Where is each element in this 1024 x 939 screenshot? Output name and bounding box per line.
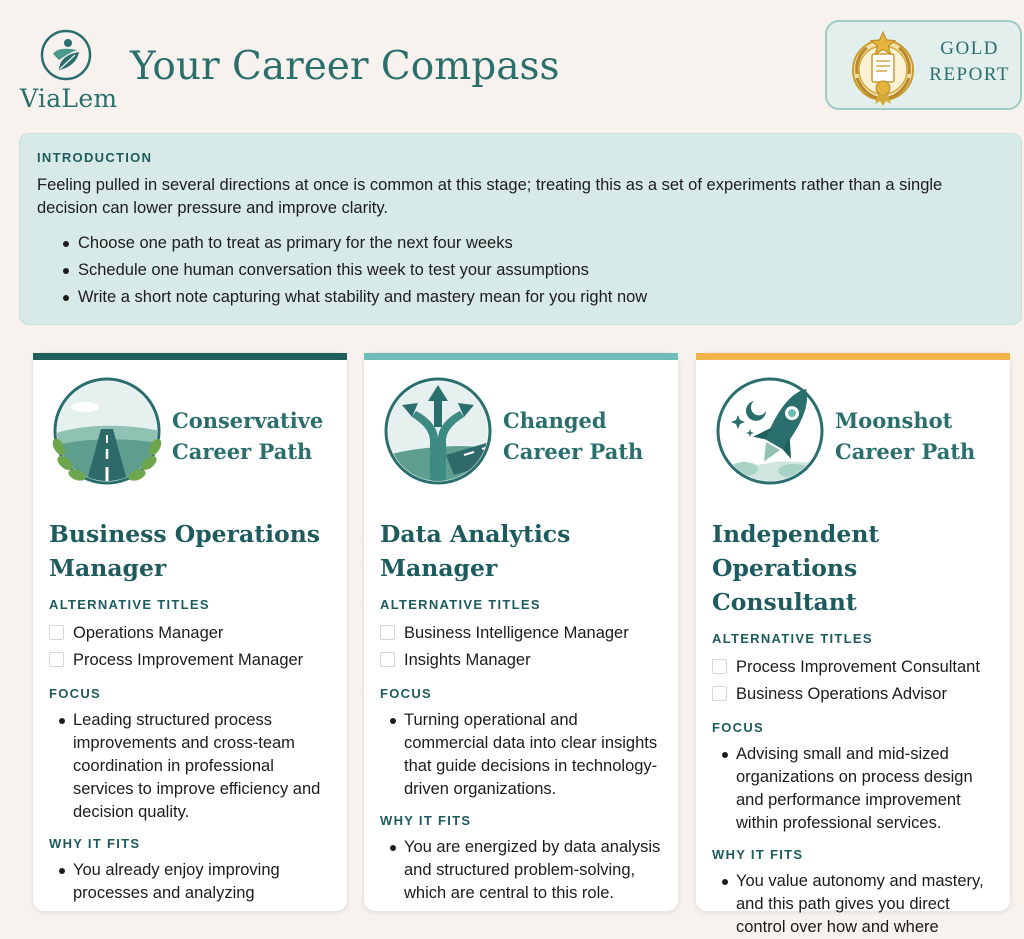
- gold-report-badge: [825, 20, 1022, 110]
- path-title-line-2: Career Path: [172, 439, 313, 464]
- alt-titles-list: [49, 620, 331, 674]
- path-title: [172, 405, 323, 467]
- introduction-label: INTRODUCTION: [37, 150, 153, 165]
- why-it-fits-label: WHY IT FITS: [49, 836, 141, 851]
- badge-text: [929, 36, 1010, 88]
- list-item: Leading structured process improvements and cross-team coordination in professional services to improve efficiency and decision quality.: [49, 709, 331, 824]
- brand-logo[interactable]: [20, 28, 118, 113]
- alt-title-item[interactable]: [712, 681, 994, 708]
- list-item: Choose one path to treat as primary for the next four weeks: [37, 230, 1004, 257]
- split-arrows-icon: [382, 377, 500, 495]
- list-item: Schedule one human conversation this week to test your assumptions: [37, 257, 1004, 284]
- moonshot-path-card: [695, 352, 1011, 936]
- focus-label: FOCUS: [49, 686, 101, 701]
- path-title-line-2: Career Path: [835, 439, 976, 464]
- list-item: You already enjoy improving processes and analyzing: [49, 859, 331, 905]
- card-header: [712, 377, 994, 517]
- alt-titles-label: ALTERNATIVE TITLES: [49, 597, 210, 612]
- list-item: Write a short note capturing what stability and mastery mean for you right now: [37, 284, 1004, 311]
- list-item: You are energized by data analysis and structured problem-solving, which are central to this role.: [380, 836, 662, 905]
- introduction-bullets: [37, 230, 1004, 311]
- why-it-fits-label: WHY IT FITS: [380, 813, 472, 828]
- alt-title-text: Operations Manager: [73, 624, 224, 642]
- alt-titles-list: [712, 654, 994, 708]
- alt-titles-label: ALTERNATIVE TITLES: [712, 631, 873, 646]
- why-it-fits-list: [49, 859, 331, 905]
- changed-path-card: [363, 352, 679, 912]
- badge-line-1: GOLD: [940, 38, 1000, 59]
- alt-title-item[interactable]: [380, 620, 662, 647]
- checkbox[interactable]: [712, 659, 727, 674]
- alt-title-text: Process Improvement Manager: [73, 651, 304, 669]
- alt-title-item[interactable]: [49, 647, 331, 674]
- checkbox[interactable]: [49, 625, 64, 640]
- checkbox[interactable]: [380, 652, 395, 667]
- checkbox[interactable]: [49, 652, 64, 667]
- list-item: Turning operational and commercial data into clear insights that guide decisions in technology-driven organizations.: [380, 709, 662, 801]
- introduction-panel: [19, 133, 1022, 325]
- focus-label: FOCUS: [712, 720, 764, 735]
- alt-title-item[interactable]: [712, 654, 994, 681]
- path-title-line-1: Moonshot: [835, 408, 953, 433]
- card-accent-bar: [364, 353, 678, 360]
- why-it-fits-list: [380, 836, 662, 905]
- gold-seal-icon: [843, 28, 923, 108]
- card-header: [380, 377, 662, 517]
- alt-title-item[interactable]: [380, 647, 662, 674]
- list-item: Advising small and mid-sized organizations on process design and performance improvement within professional services.: [712, 743, 994, 835]
- path-title-line-1: Conservative: [172, 408, 324, 433]
- leaf-person-icon: [39, 28, 93, 82]
- checkbox[interactable]: [380, 625, 395, 640]
- focus-list: [380, 709, 662, 801]
- page-title: Your Career Compass: [130, 44, 560, 89]
- card-accent-bar: [33, 353, 347, 360]
- alt-titles-list: [380, 620, 662, 674]
- why-it-fits-label: WHY IT FITS: [712, 847, 804, 862]
- conservative-path-card: [32, 352, 348, 912]
- alt-titles-label: ALTERNATIVE TITLES: [380, 597, 541, 612]
- alt-title-item[interactable]: [49, 620, 331, 647]
- road-icon: [51, 377, 169, 495]
- introduction-text: Feeling pulled in several directions at once is common at this stage; treating this as a set of experiments rather than a single decision can lower pressure and improve clarity.: [37, 176, 943, 217]
- alt-title-text: Business Operations Advisor: [736, 685, 947, 703]
- path-title-line-1: Changed: [503, 408, 607, 433]
- logo-text: ViaLem: [20, 84, 118, 113]
- role-title: Independent Operations Consultant: [712, 520, 880, 616]
- list-item: You value autonomy and mastery, and this path gives you direct control over how and where: [712, 870, 994, 939]
- focus-list: [49, 709, 331, 824]
- focus-label: FOCUS: [380, 686, 432, 701]
- rocket-icon: [714, 377, 832, 495]
- badge-line-2: REPORT: [929, 64, 1010, 85]
- role-title: Data Analytics Manager: [380, 520, 571, 582]
- checkbox[interactable]: [712, 686, 727, 701]
- card-accent-bar: [696, 353, 1010, 360]
- card-header: [49, 377, 331, 517]
- path-title: [503, 405, 643, 467]
- role-title: Business Operations Manager: [49, 520, 321, 582]
- alt-title-text: Process Improvement Consultant: [736, 658, 980, 676]
- why-it-fits-list: [712, 870, 994, 939]
- alt-title-text: Business Intelligence Manager: [404, 624, 629, 642]
- focus-list: [712, 743, 994, 835]
- path-title-line-2: Career Path: [503, 439, 644, 464]
- path-title: [835, 405, 975, 467]
- alt-title-text: Insights Manager: [404, 651, 531, 669]
